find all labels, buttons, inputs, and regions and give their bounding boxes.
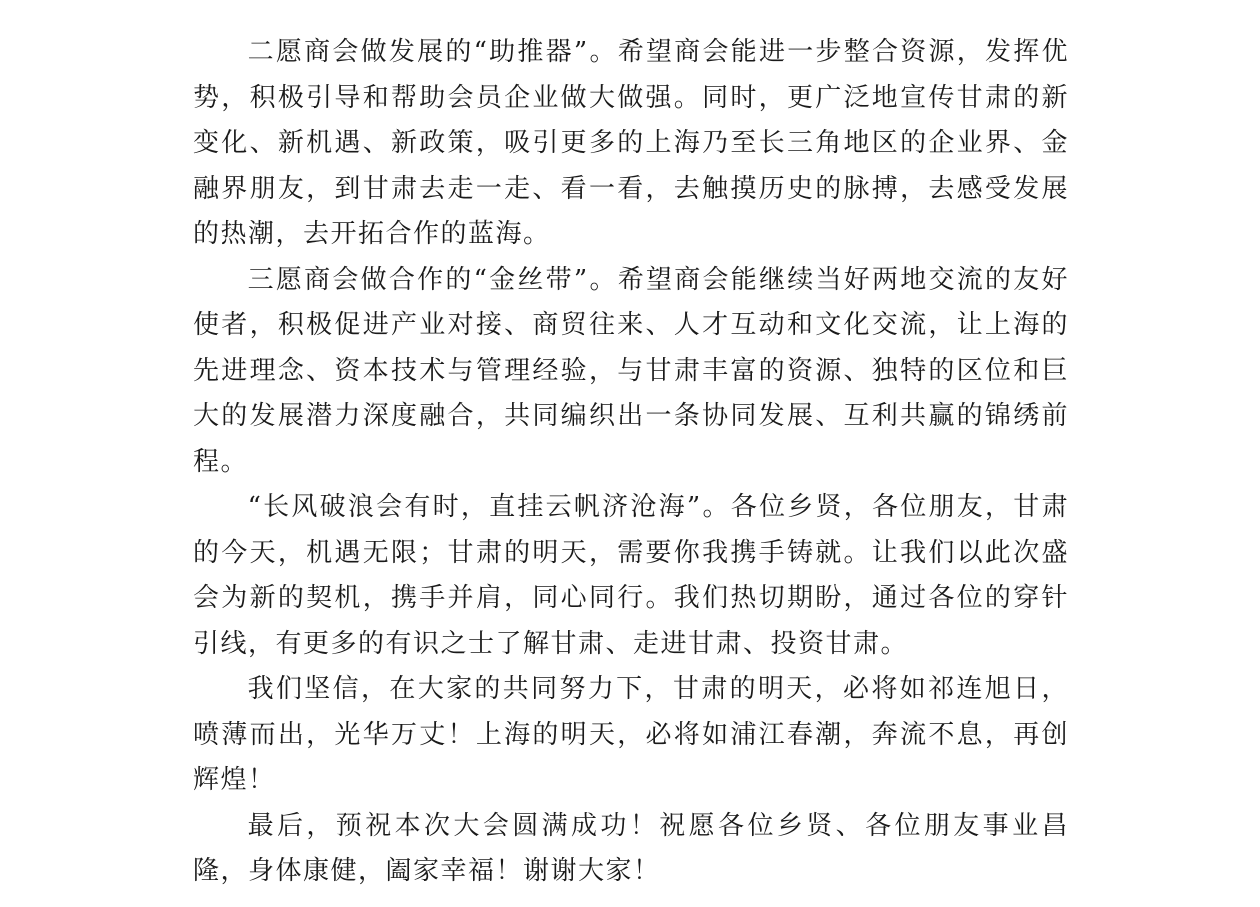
paragraph-belief: 我们坚信，在大家的共同努力下，甘肃的明天，必将如祁连旭日，喷薄而出，光华万丈！上海的明天，必将如浦江春潮，奔流不息，再创辉煌！ [193, 674, 1069, 795]
paragraph-development: 二愿商会做发展的“助推器”。希望商会能进一步整合资源，发挥优势，积极引导和帮助会员企业做大做强。同时，更广泛地宣传甘肃的新变化、新机遇、新政策，吸引更多的上海乃至长三角地区的企业界、金融界朋友，到甘肃去走一走、看一看，去触摸历史的脉搏，去感受发展的热潮，去开拓合作的蓝海。 [193, 37, 1069, 249]
document-body [193, 30, 1069, 895]
paragraph-cooperation: 三愿商会做合作的“金丝带”。希望商会能继续当好两地交流的友好使者，积极促进产业对接、商贸往来、人才互动和文化交流，让上海的先进理念、资本技术与管理经验，与甘肃丰富的资源、独特的区位和巨大的发展潜力深度融合，共同编织出一条协同发展、互利共赢的锦绣前程。 [193, 264, 1069, 477]
paragraph-closing: 最后，预祝本次大会圆满成功！祝愿各位乡贤、各位朋友事业昌隆，身体康健，阖家幸福！谢谢大家！ [193, 810, 1069, 886]
paragraph-quote: “长风破浪会有时，直挂云帆济沧海”。各位乡贤，各位朋友，甘肃的今天，机遇无限；甘肃的明天，需要你我携手铸就。让我们以此次盛会为新的契机，携手并肩，同心同行。我们热切期盼，通过各位的穿针引线，有更多的有识之士了解甘肃、走进甘肃、投资甘肃。 [193, 492, 1069, 659]
